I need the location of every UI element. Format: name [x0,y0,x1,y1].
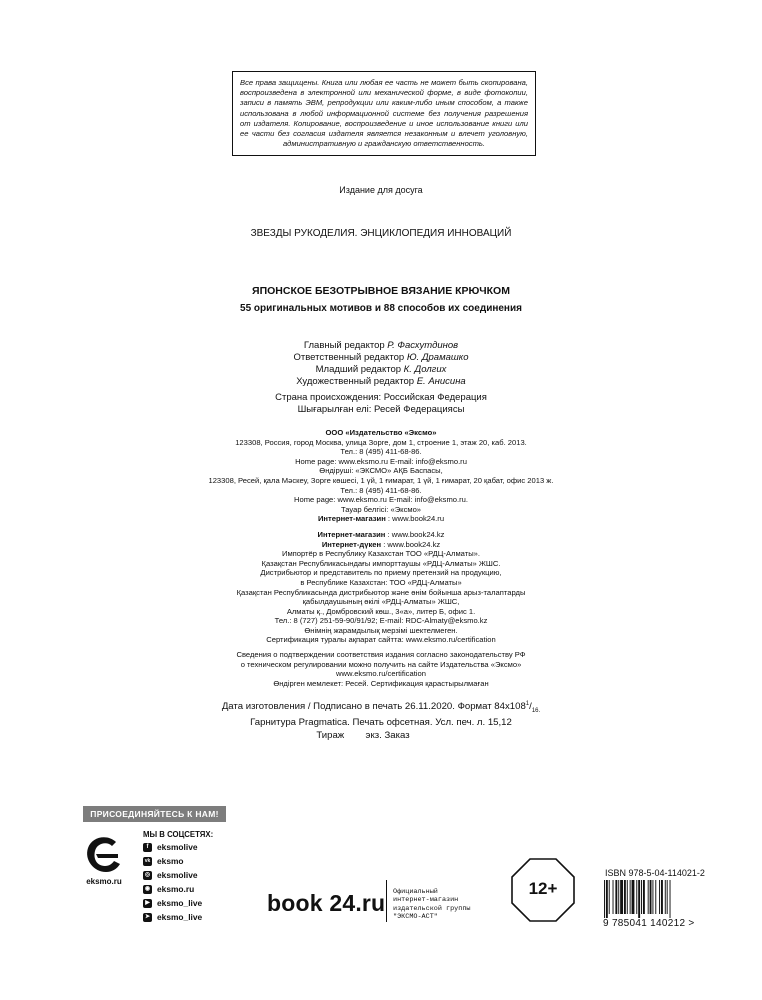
divider [386,880,387,922]
age-rating: 12+ [528,879,558,898]
origin-block [0,392,762,416]
editor-line: Младший редактор К. Долгих [315,364,447,375]
telegram-icon: ➤ [144,913,151,920]
book-title: ЯПОНСКОЕ БЕЗОТРЫВНОЕ ВЯЗАНИЕ КРЮЧКОМ [252,285,510,297]
web-kz: Home page: www.eksmo.ru E-mail: info@eksmo.ru. [294,495,468,505]
social-item-ok[interactable]: ◉ eksmo.ru [144,884,195,894]
publisher-tel: Тел.: 8 (495) 411-68-86. [340,447,422,457]
almaty-address: Алматы қ., Домбровский көш., 3«а», литер Б, офис 1. [286,606,476,616]
shop-kz-2: Интернет-дүкен : www.book24.kz [321,539,441,549]
join-us-banner: ПРИСОЕДИНЯЙТЕСЬ К НАМ! [83,806,226,822]
trademark-kz: Тауар белгісі: «Эксмо» [340,504,422,514]
cert-info: Сведения о подтверждении соответствия издания согласно законодательству РФ [236,650,526,660]
social-item-facebook[interactable]: f eksmolive [143,841,198,853]
publisher-address: 123308, Россия, город Москва, улица Зорге, дом 1, строение 1, этаж 20, каб. 2013. [235,437,527,447]
ok-icon: ◉ [144,885,151,892]
editor-line: Главный редактор Р. Фасхутдинов [303,340,459,351]
social-item-telegram[interactable]: ➤ eksmo_live [144,912,203,922]
distributor-ru-2: в Республике Казахстан: ТОО «РДЦ-Алматы» [300,577,462,587]
importer-kz: Қазақстан Республикасындағы импорттаушы «РДЦ-Алматы» ЖШС. [261,558,501,568]
origin-ru: Страна происхождения: Российская Федерация [275,392,487,403]
facebook-icon: f [143,843,152,852]
isbn: ISBN 978-5-04-114021-2 [605,868,705,878]
print-line-2: Гарнитура Pragmatica. Печать офсетная. Усл. печ. л. 15,12 [250,717,512,729]
origin-state-kz: Өндірген мемлекет: Ресей. Сертификация қарастырылмаған [273,678,489,688]
book24-logo[interactable]: book 24.ru [267,890,386,916]
social-item-vk[interactable]: vk eksmo [144,856,184,866]
social-item-instagram[interactable]: ◎ eksmolive [144,870,198,880]
copyright-notice: Все права защищены. Книга или любая ее часть не может быть скопирована, воспроизведена в электронной или механической форме, в виде фотокопии, записи в память ЭВМ, репродукции или каким-либо иным способом, а также использована в любой информационной системе без получения разрешения от издателя. Копирование, воспроизведение и иное использование книги или ее части без согласия издателя является незаконным и влечет уголовную, административную и гражданскую ответственность. [232,71,536,156]
book24-note: Официальный интернет-магазин издательской группы "ЭКСМО-АСТ" [393,888,471,922]
publisher-block [0,428,762,688]
book-subtitle: 55 оригинальных мотивов и 88 способов их соединения [240,303,522,314]
certification-kz: Сертификация туралы ақпарат сайтта: www.eksmo.ru/certification [266,635,496,645]
distributor-kz: Қазақстан Республикасында дистрибьютор және өнім бойынша арыз-талаптарды [236,587,526,597]
shop-kz-1: Интернет-магазин : www.book24.kz [317,529,445,539]
importer-ru: Импортёр в Республику Казахстан ТОО «РДЦ-Алматы». [281,549,480,559]
print-line-3: Тираж экз. Заказ [316,729,410,741]
distributor-kz-2: қабылдаушының өкілі «РДЦ-Алматы» ЖШС, [302,597,460,607]
barcode-digits: 9 785041 140212 > [603,918,695,929]
print-info [0,698,762,742]
distributor-ru: Дистрибьютор и представитель по приему претензий на продукцию, [260,568,502,578]
manufacturer-kz: Өндіруші: «ЭКСМО» АҚБ Баспасы, [319,466,443,476]
publisher-name: ООО «Издательство «Эксмо» [325,428,437,437]
social-title: МЫ В СОЦСЕТЯХ: [143,830,214,839]
publisher-web: Home page: www.eksmo.ru E-mail: info@eksmo.ru [295,456,467,466]
instagram-icon: ◎ [144,871,151,878]
address-kz: 123308, Ресей, қала Мәскеу, Зорге көшесі, 1 үй, 1 ғимарат, 1 үй, 1 ғимарат, 20 қабат, офис 2013 ж. [208,475,554,485]
series-title: ЗВЕЗДЫ РУКОДЕЛИЯ. ЭНЦИКЛОПЕДИЯ ИННОВАЦИЙ [250,228,512,239]
social-item-youtube[interactable]: ▶ eksmo_live [143,897,202,909]
edition-type: Издание для досуга [339,185,423,195]
almaty-tel: Тел.: 8 (727) 251-59-90/91/92; E-mail: RDC-Almaty@eksmo.kz [274,616,488,626]
shop-ru: Интернет-магазин : www.book24.ru [317,514,445,524]
shelf-life: Өнімнің жарамдылық мерзімі шектелмеген. [304,625,458,635]
cert-info-2: о техническом регулировании можно получить на сайте Издательства «Эксмо» [240,659,522,669]
barcode-icon [603,880,706,918]
cert-info-3: www.eksmo.ru/certification [336,669,426,679]
editor-line: Ответственный редактор Ю. Драмашко [293,352,469,363]
tel-kz: Тел.: 8 (495) 411-68-86. [340,485,422,495]
youtube-icon: ▶ [143,899,152,908]
vk-icon: vk [144,857,151,864]
editors-block [0,340,762,388]
editor-line: Художественный редактор Е. Анисина [296,376,466,387]
eksmo-logo-icon[interactable] [82,832,126,876]
eksmo-site-label[interactable]: eksmo.ru [86,877,122,886]
print-line-1: Дата изготовления / Подписано в печать 26.11.2020. Формат $84x108^1/_{16.}$ [221,701,541,715]
origin-kz: Шығарылған елі: Ресей Федерациясы [297,404,465,415]
